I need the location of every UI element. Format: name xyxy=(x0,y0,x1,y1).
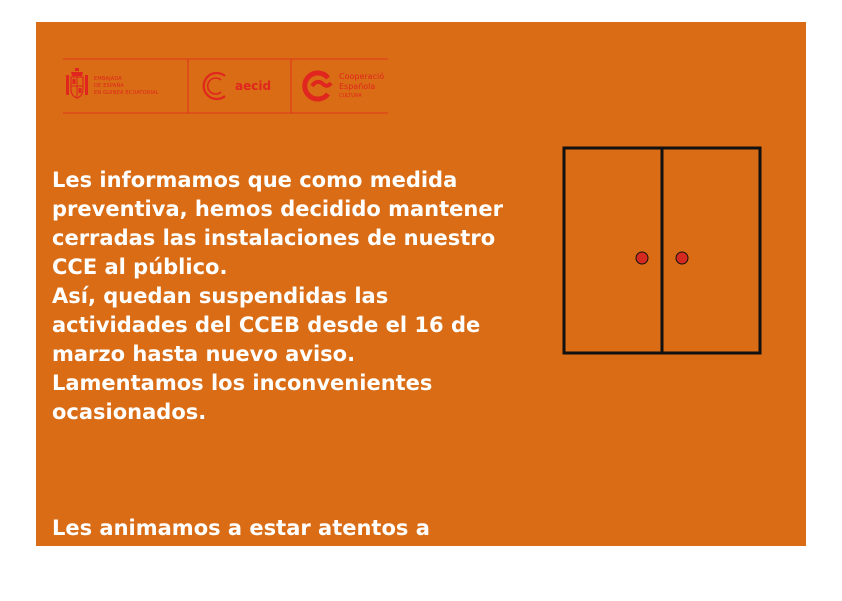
closed-double-door-icon xyxy=(562,146,762,356)
closure-notice-text xyxy=(52,137,532,601)
paragraph-spacer xyxy=(52,456,532,485)
aecid-c-logo-icon xyxy=(199,69,233,103)
notice-paragraph-2: Les animamos a estar atentos a nuestras redes. xyxy=(52,516,430,569)
aecid-label: aecid xyxy=(235,79,272,93)
embassy-line-1: EMBAJADA xyxy=(94,76,122,82)
closed-door-illustration xyxy=(562,146,762,356)
embassy-line-2: DE ESPAÑA xyxy=(94,83,125,89)
cooperacion-line-2: Española xyxy=(339,82,376,91)
left-door-knob xyxy=(636,252,648,264)
cooperacion-line-1: Cooperació xyxy=(339,72,385,81)
notice-paragraph-1: Les informamos que como medida preventiva, hemos decidido mantener cerradas las instalaciones de nuestro CCE al público. Así, quedan suspendidas las actividades del CCEB desde el 16 de marzo hasta nuevo aviso. Lamentamos los inconvenientes ocasionados. xyxy=(52,168,503,424)
cooperacion-espanola-logo-icon xyxy=(301,69,335,103)
embassy-line-3: EN GUINEA ECUATORIAL xyxy=(94,90,159,96)
notice-panel xyxy=(36,22,806,569)
right-door-knob xyxy=(676,252,688,264)
spain-coat-of-arms-icon xyxy=(65,67,89,101)
partner-logos xyxy=(63,57,388,115)
cooperacion-line-3: CULTURA xyxy=(339,93,362,99)
